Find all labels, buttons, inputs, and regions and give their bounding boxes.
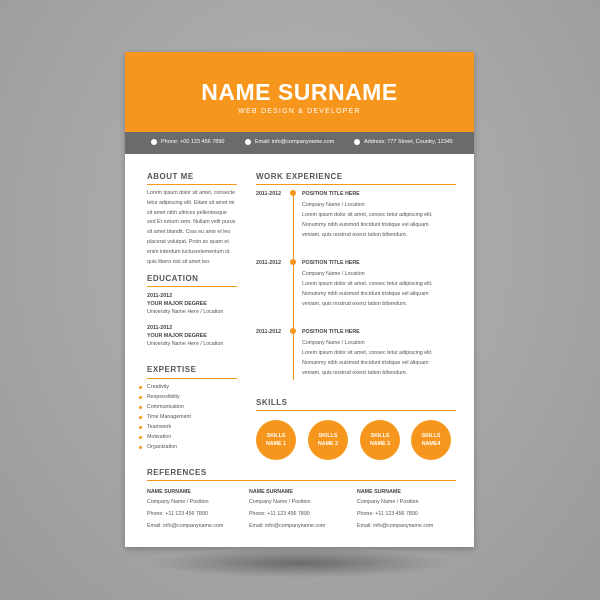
resume-name: NAME SURNAME xyxy=(201,79,398,105)
skill-label: SKILLS xyxy=(266,433,286,439)
education-degree: YOUR MAJOR DEGREE xyxy=(147,333,207,339)
about-title: ABOUT ME xyxy=(147,172,194,181)
about-rule xyxy=(147,184,237,185)
expertise-label: Motivation xyxy=(147,434,172,440)
work-year: 2011-2012 xyxy=(256,260,282,266)
work-desc-line: Nonummy nibh euismod tincidunt tristique vel aliquam xyxy=(302,359,429,366)
reference-item xyxy=(357,489,433,533)
skill-label: NAME 2 xyxy=(317,441,338,447)
resume-header xyxy=(125,52,474,132)
work-description xyxy=(302,280,462,309)
bullet-icon xyxy=(139,386,142,389)
education-university: University Name Here / Location xyxy=(147,309,224,315)
skill-label: NAME4 xyxy=(421,441,441,447)
expertise-item xyxy=(147,394,180,400)
education-item xyxy=(147,293,223,315)
timeline-dot xyxy=(290,259,296,265)
work-desc-line: Lorem ipsum dolor sit amet, consec tetur adipiscing elit. xyxy=(302,281,433,287)
expertise-label: Organization xyxy=(147,444,178,450)
bullet-icon xyxy=(139,416,142,419)
education-title: EDUCATION xyxy=(147,274,199,283)
about-line: quis libero nisl sit amet leo. xyxy=(147,258,211,265)
bullet-icon xyxy=(139,436,142,439)
skill-label: NAME 1 xyxy=(265,441,286,447)
contact-bar xyxy=(125,132,474,154)
work-year: 2011-2012 xyxy=(256,329,282,335)
reference-item xyxy=(249,489,325,533)
work-rule xyxy=(256,184,456,185)
skill-circle xyxy=(308,420,348,460)
work-desc-line: veniam, quis nostrud exerci tation bibendum. xyxy=(302,369,408,376)
education-rule xyxy=(147,286,237,287)
page-shadow xyxy=(150,548,450,578)
reference-company: Company Name / Position xyxy=(147,499,209,505)
expertise-item xyxy=(147,404,184,410)
reference-phone: Phone: +11 123 456 7890 xyxy=(249,511,310,517)
work-desc-line: Nonummy nibh euismod tincidunt tristique vel aliquam xyxy=(302,290,429,297)
work-company: Company Name / Location xyxy=(302,271,365,277)
timeline-line xyxy=(293,190,294,380)
skill-label: NAME 3 xyxy=(369,441,390,447)
references-title: REFERENCES xyxy=(147,468,207,477)
expertise-label: Responsibility xyxy=(147,394,180,400)
skill-label: SKILLS xyxy=(318,433,338,439)
work-year: 2011-2012 xyxy=(256,191,282,197)
expertise-title: EXPERTISE xyxy=(147,365,197,374)
about-line: sit amet blandit. Cras eu ante et leo xyxy=(147,229,231,236)
contact-phone-text: Phone: +00 123 456 7890 xyxy=(161,139,225,145)
expertise-item xyxy=(147,384,169,390)
expertise-item xyxy=(147,414,191,420)
education-year: 2011-2012 xyxy=(147,325,173,331)
contact-email xyxy=(245,139,334,145)
reference-name: NAME SURNAME xyxy=(249,489,293,495)
expertise-label: Time Management xyxy=(147,414,191,420)
expertise-item xyxy=(147,444,177,450)
timeline-dot xyxy=(290,328,296,334)
skill-circle xyxy=(411,420,451,460)
about-line: enim interdum luctusrelementum id xyxy=(147,248,230,255)
skill-circle xyxy=(360,420,400,460)
reference-name: NAME SURNAME xyxy=(147,489,191,495)
references-rule xyxy=(147,480,456,481)
skill-label: SKILLS xyxy=(370,433,390,439)
reference-company: Company Name / Position xyxy=(249,499,311,505)
work-company: Company Name / Location xyxy=(302,340,365,346)
expertise-label: Creativity xyxy=(147,384,170,390)
timeline-dot xyxy=(290,190,296,196)
reference-name: NAME SURNAME xyxy=(357,489,401,495)
contact-email-text: Email: info@companyname.com xyxy=(255,139,335,145)
work-position: POSITION TITLE HERE xyxy=(302,260,360,266)
bullet-icon xyxy=(139,446,142,449)
work-desc-line: Lorem ipsum dolor sit amet, consec tetur adipiscing elit. xyxy=(302,212,433,218)
education-year: 2011-2012 xyxy=(147,293,173,299)
about-line: placerat volutpat. Proin ac quam et xyxy=(147,238,229,245)
resume-page xyxy=(125,52,474,547)
contact-address xyxy=(354,139,453,145)
reference-email: Email: info@companyname.com xyxy=(357,523,434,529)
bullet-icon xyxy=(139,396,142,399)
resume-role: WEB DESIGN & DEVELOPER xyxy=(238,108,361,115)
work-desc-line: Nonummy nibh euismod tincidunt tristique vel aliquam xyxy=(302,221,429,228)
expertise-label: Teamwork xyxy=(147,424,172,430)
bullet-icon xyxy=(139,406,142,409)
expertise-rule xyxy=(147,378,237,379)
about-line: Lorem ipsum dolor sit amet, consecte xyxy=(147,190,236,196)
work-position: POSITION TITLE HERE xyxy=(302,329,360,335)
reference-phone: Phone: +11 123 456 7890 xyxy=(357,511,418,517)
work-description xyxy=(302,349,462,378)
work-company: Company Name / Location xyxy=(302,202,365,208)
skill-label: SKILLS xyxy=(421,433,441,439)
skill-circle xyxy=(256,420,296,460)
contact-address-text: Address: 777 Street, Country, 12345 xyxy=(364,139,453,145)
about-line: tetur adipiscing elit. Etiam sit amet mi xyxy=(147,199,235,206)
location-icon xyxy=(354,139,360,145)
expertise-label: Communication xyxy=(147,404,184,410)
reference-item xyxy=(147,489,223,533)
about-line: sed Et rutrum sem. Nullam velit purus xyxy=(147,219,236,226)
work-title: WORK EXPERIENCE xyxy=(256,172,343,181)
skills-rule xyxy=(256,410,456,411)
work-desc-line: Lorem ipsum dolor sit amet, consec tetur adipiscing elit. xyxy=(302,350,433,356)
skills-title: SKILLS xyxy=(256,398,288,407)
work-position: POSITION TITLE HERE xyxy=(302,191,360,197)
contact-phone xyxy=(151,139,224,145)
expertise-item xyxy=(147,434,171,440)
email-icon xyxy=(245,139,251,145)
bullet-icon xyxy=(139,426,142,429)
work-desc-line: veniam, quis nostrud exerci tation bibendum. xyxy=(302,300,408,307)
reference-email: Email: info@companyname.com xyxy=(249,523,326,529)
about-line: sit amet nibh ultrices pellentesque xyxy=(147,209,227,216)
education-item xyxy=(147,325,223,347)
education-degree: YOUR MAJOR DEGREE xyxy=(147,301,207,307)
phone-icon xyxy=(151,139,157,145)
reference-phone: Phone: +11 123 456 7890 xyxy=(147,511,208,517)
work-description xyxy=(302,211,462,240)
reference-email: Email: info@companyname.com xyxy=(147,523,224,529)
expertise-item xyxy=(147,424,171,430)
education-university: University Name Here / Location xyxy=(147,341,224,347)
reference-company: Company Name / Position xyxy=(357,499,419,505)
about-text xyxy=(147,189,242,267)
work-desc-line: veniam, quis nostrud exerci tation bibendum. xyxy=(302,231,408,238)
